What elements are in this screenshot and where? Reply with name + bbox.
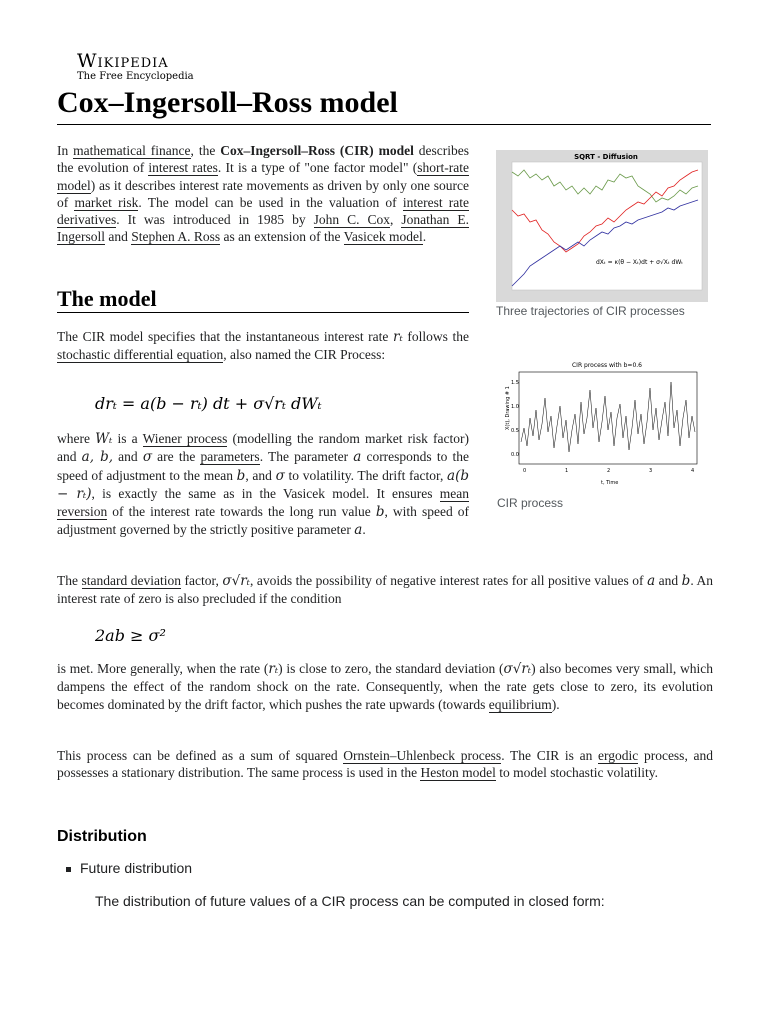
- figure-cir-process[interactable]: [497, 358, 703, 490]
- link-stochastic-differential-equation[interactable]: stochastic differential equation: [57, 347, 224, 363]
- link-mean-reversion[interactable]: mean reversion: [57, 485, 469, 520]
- math-b: b: [375, 504, 385, 521]
- text: This process can be defined as a sum of squared: [57, 748, 344, 763]
- text: . The parameter: [259, 449, 354, 465]
- intro-paragraph: [57, 142, 469, 246]
- text: and: [113, 449, 143, 465]
- figure-background: [497, 358, 703, 490]
- math-a: a: [647, 573, 656, 589]
- text: ,: [389, 212, 402, 228]
- text: The CIR model specifies that the instantaneous interest rate: [57, 329, 394, 344]
- math-b: b: [236, 467, 246, 484]
- math-sd-factor: σ√rₜ: [222, 573, 250, 589]
- text: are the: [152, 449, 201, 465]
- equation-sde: drₜ = a(b − rₜ) dt + σ√rₜ dWₜ: [95, 394, 322, 413]
- model-paragraph-5: [57, 747, 713, 782]
- math-a: a: [354, 522, 363, 539]
- section-heading-the-model: The model: [57, 286, 157, 311]
- math-a: a: [353, 449, 362, 466]
- link-ornstein-uhlenbeck[interactable]: Ornstein–Uhlenbeck process: [343, 748, 502, 763]
- wikipedia-logo[interactable]: [77, 50, 194, 82]
- text: . An interest rate of zero is also precluded if the condition: [57, 573, 713, 607]
- link-interest-rate-derivatives[interactable]: interest rate derivatives: [57, 194, 470, 228]
- text: ) also becomes very small, which dampens the effect of the random shock on the rate. Consequently, when the rate gets close to zero, its evolution becomes dominated by the drift factor, which pushes the rate upwards (towards: [57, 661, 714, 712]
- link-john-c-cox[interactable]: John C. Cox: [313, 212, 390, 228]
- text: describes the evolution of: [57, 143, 469, 176]
- math-drift: a(b − rₜ): [57, 467, 470, 502]
- text: and: [655, 573, 682, 588]
- y-tick: 1.0: [511, 404, 519, 410]
- section-rule: [57, 312, 469, 313]
- model-paragraph-3: [57, 572, 713, 608]
- math-rt: rₜ: [268, 661, 279, 677]
- text: .: [362, 522, 366, 538]
- x-tick: 1: [565, 468, 569, 474]
- text: to model stochastic volatility.: [495, 765, 659, 781]
- text: and: [105, 229, 132, 245]
- figure-cir-trajectories[interactable]: [496, 150, 708, 302]
- text: .: [422, 229, 427, 245]
- list-item-future-distribution: Future distribution: [80, 860, 193, 876]
- text: ) is close to zero, the standard deviation (: [278, 661, 504, 676]
- text: as an extension of the: [220, 229, 344, 245]
- text: follows the: [402, 329, 469, 344]
- text: The: [57, 573, 82, 588]
- x-tick: 3: [649, 468, 653, 474]
- cir-process-image: [497, 358, 703, 490]
- text: . It is a type of "one factor model" (: [217, 160, 418, 176]
- math-a-b: a, b,: [81, 449, 113, 466]
- bullet-marker: [66, 867, 71, 872]
- text: (modelling the random market risk factor) and: [57, 431, 469, 465]
- link-interest-rates[interactable]: interest rates: [148, 160, 218, 176]
- fig1-chart-title: SQRT - Diffusion: [574, 153, 638, 161]
- math-sigma: σ: [275, 467, 285, 484]
- fig2-chart-title: CIR process with b=0.6: [571, 362, 643, 369]
- link-vasicek-model[interactable]: Vasicek model: [343, 229, 423, 245]
- text: process, and possesses a stationary distribution. The same process is used in the: [57, 748, 713, 781]
- link-equilibrium[interactable]: equilibrium: [488, 696, 552, 712]
- logo-wordmark: Wikipedia: [77, 50, 169, 72]
- text: , avoids the possibility of negative interest rates for all positive values of: [249, 573, 648, 588]
- bold-term: Cox–Ingersoll–Ross (CIR) model: [220, 143, 414, 158]
- equation-condition: 2ab ≥ σ²: [95, 626, 166, 645]
- math-rt: rₜ: [393, 329, 403, 345]
- text: ).: [551, 696, 560, 712]
- text: where: [57, 431, 96, 446]
- y-tick: 1.5: [511, 380, 519, 386]
- x-tick: 0: [523, 468, 527, 474]
- y-tick: 0.5: [511, 428, 519, 434]
- x-axis-label: t, Time: [601, 480, 619, 486]
- text: , the: [190, 143, 221, 158]
- text: . It was introduced in 1985 by: [116, 212, 314, 228]
- text: is met. More generally, when the rate (: [57, 661, 269, 676]
- text: , also named the CIR Process:: [223, 347, 386, 363]
- section-heading-distribution: Distribution: [57, 828, 147, 845]
- text: corresponds to the speed of adjustment to the mean: [57, 449, 469, 483]
- y-tick: 0.0: [511, 452, 519, 458]
- text: ) as it describes interest rate movements as driven by only one source of: [57, 177, 469, 210]
- title-rule: [57, 124, 711, 125]
- link-ergodic[interactable]: ergodic: [598, 748, 639, 763]
- link-parameters[interactable]: parameters: [200, 449, 260, 465]
- figure-caption-trajectories: Three trajectories of CIR processes: [496, 304, 685, 318]
- link-standard-deviation[interactable]: standard deviation: [81, 573, 182, 588]
- logo-tagline: The Free Encyclopedia: [77, 71, 194, 82]
- cir-trajectories-image: [496, 150, 708, 302]
- text: to volatility. The drift factor,: [284, 467, 448, 483]
- link-short-rate-model[interactable]: short-rate model: [57, 160, 469, 193]
- model-paragraph-2: [57, 430, 469, 540]
- fig1-formula: dXₜ = κ(θ − Xₜ)dt + σ√Xₜ dWₜ: [596, 259, 684, 266]
- y-axis-label: X(t), Drawing # 1: [505, 386, 511, 430]
- link-heston-model[interactable]: Heston model: [420, 765, 496, 781]
- math-wt: Wₜ: [95, 431, 113, 447]
- text: In: [57, 143, 74, 158]
- text: factor,: [181, 573, 223, 588]
- x-tick: 2: [607, 468, 611, 474]
- math-sd-factor: σ√rₜ: [503, 661, 532, 677]
- distribution-text: The distribution of future values of a CIR process can be computed in closed form:: [95, 893, 605, 909]
- math-sigma: σ: [142, 449, 153, 466]
- text: is a: [112, 431, 143, 446]
- link-market-risk[interactable]: market risk: [74, 194, 139, 210]
- figure-caption-cir-process: CIR process: [497, 496, 564, 510]
- text: of the interest rate towards the long run value: [107, 504, 376, 520]
- model-paragraph-4: [57, 660, 713, 713]
- link-mathematical-finance[interactable]: mathematical finance: [73, 143, 191, 158]
- link-wiener-process[interactable]: Wiener process: [142, 431, 228, 446]
- link-stephen-ross[interactable]: Stephen A. Ross: [131, 229, 221, 245]
- text: . The model can be used in the valuation of: [138, 194, 403, 210]
- text: , with speed of adjustment governed by the strictly positive parameter: [57, 504, 470, 538]
- x-tick: 4: [691, 468, 695, 474]
- link-jonathan-ingersoll[interactable]: Jonathan E. Ingersoll: [57, 212, 469, 245]
- text: , is exactly the same as in the Vasicek model. It ensures: [91, 485, 440, 501]
- text: . The CIR is an: [501, 748, 599, 763]
- page-title: Cox–Ingersoll–Ross model: [57, 86, 398, 119]
- math-b: b: [681, 573, 691, 589]
- model-paragraph-1: [57, 328, 469, 364]
- text: , and: [245, 467, 276, 483]
